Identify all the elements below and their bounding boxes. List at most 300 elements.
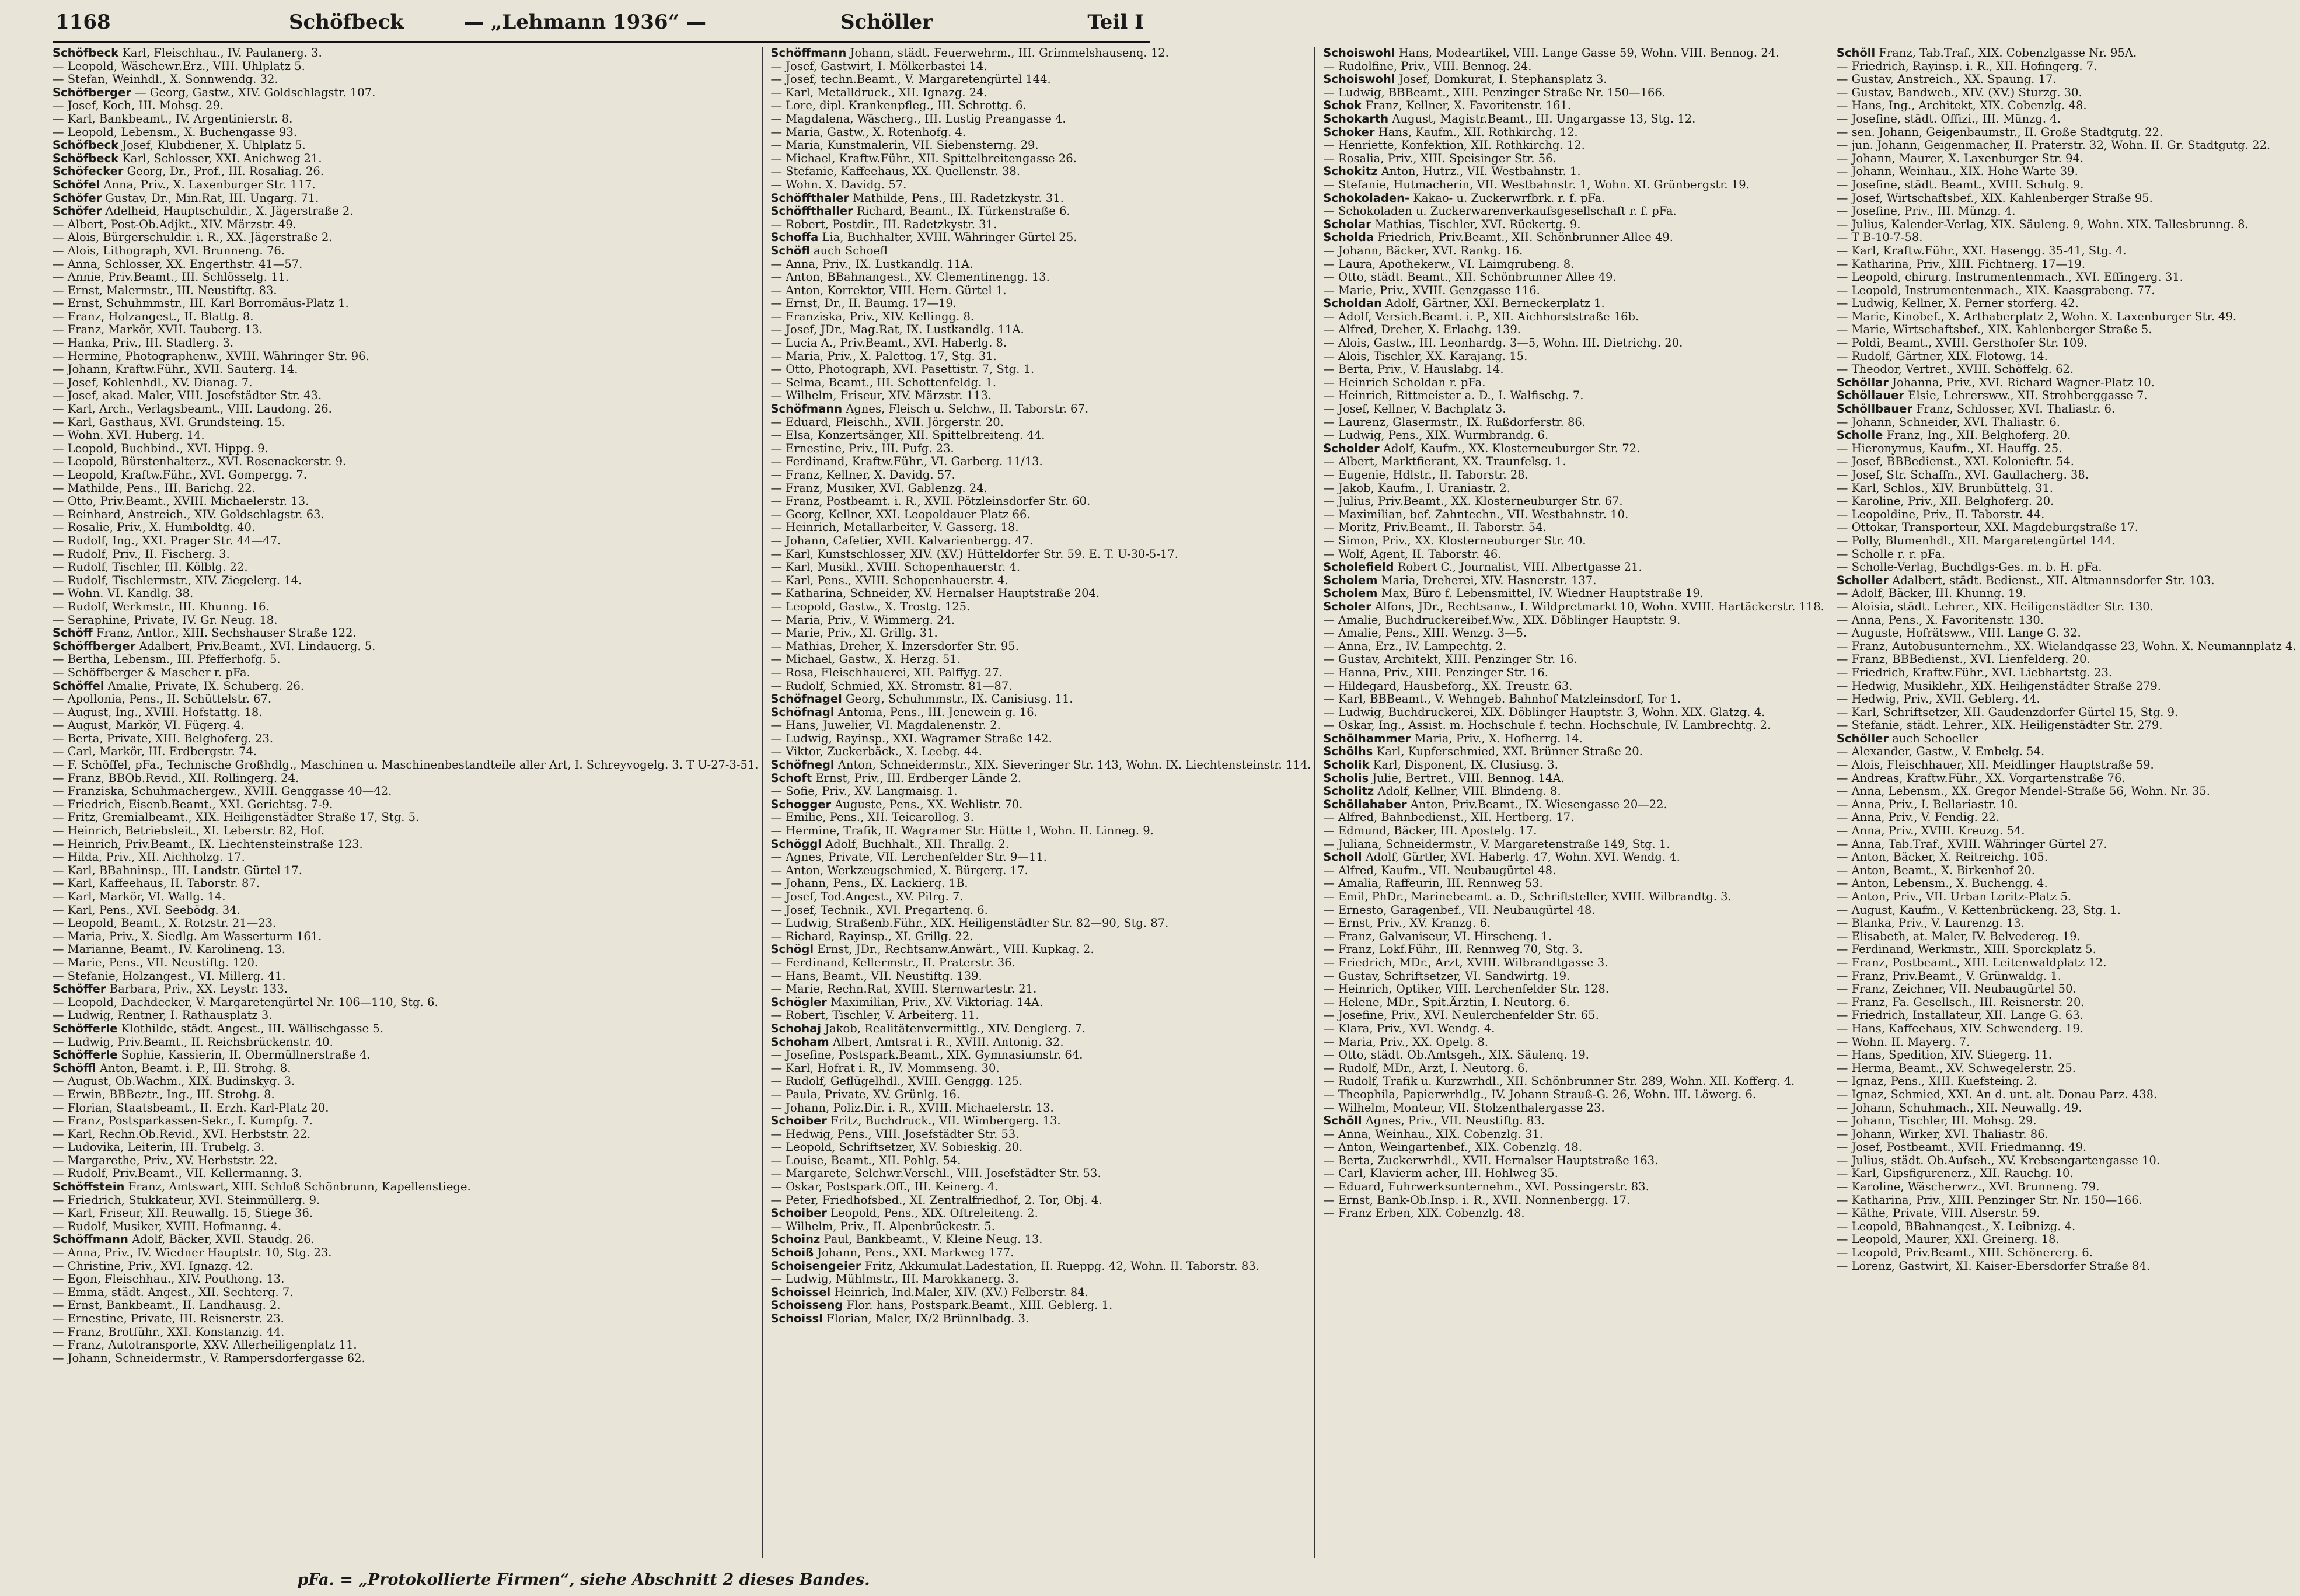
- directory-entry: [771, 864, 1311, 878]
- entry-text: — Josef, BBBedienst., XXI. Kolonieftr. 54.: [1836, 455, 2075, 469]
- entry-text: Auguste, Pens., XX. Wehlistr. 70.: [835, 797, 1023, 811]
- entry-text: — Franz, Zeichner, VII. Neubaugürtel 50.: [1836, 982, 2076, 996]
- entry-text: — Franz Erben, XIX. Cobenzlg. 48.: [1323, 1206, 1525, 1220]
- directory-entry: [1837, 1102, 2296, 1115]
- directory-entry: [1323, 192, 1824, 205]
- entry-text: Georg, Dr., Prof., III. Rosaliag. 26.: [127, 165, 324, 179]
- entry-text: — Karl, Gasthaus, XVI. Grundsteing. 15.: [53, 415, 285, 429]
- entry-surname: Schöfbeck: [53, 138, 119, 152]
- directory-entry: [1323, 745, 1824, 759]
- entry-text: — Heinrich, Optiker, VIII. Lerchenfelder Str. 128.: [1323, 982, 1610, 996]
- directory-entry: [1323, 310, 1824, 324]
- entry-text: — Ludwig, Mühlmstr., III. Marokkanerg. 3.: [770, 1272, 1019, 1286]
- entry-text: — Hans, Kaffeehaus, XIV. Schwenderg. 19.: [1836, 1021, 2083, 1035]
- directory-entry: [771, 1246, 1311, 1260]
- directory-entry: [1837, 1194, 2296, 1207]
- directory-entry: [1323, 297, 1824, 310]
- directory-entry: [53, 825, 759, 838]
- entry-text: — Josef, Kohlenhdl., XV. Dianag. 7.: [53, 375, 253, 389]
- directory-entry: [771, 1299, 1311, 1312]
- directory-entry: [53, 47, 759, 60]
- entry-text: — Josefine, Postspark.Beamt., XIX. Gymnasiumstr. 64.: [770, 1048, 1083, 1062]
- directory-entry: [1323, 363, 1824, 376]
- directory-entry: [53, 561, 759, 574]
- entry-text: — Josefine, Priv., XVI. Neulerchenfelder Str. 65.: [1323, 1008, 1599, 1022]
- directory-entry: [1323, 1128, 1824, 1141]
- entry-text: — Mathias, Dreher, X. Inzersdorfer Str. 95.: [770, 639, 1019, 653]
- entry-text: — Otto, städt. Beamt., XII. Schönbrunner Allee 49.: [1323, 270, 1617, 284]
- entry-text: — Stefanie, städt. Lehrer., XIX. Heiligenstädter Str. 279.: [1836, 718, 2163, 732]
- entry-text: — Eduard, Fuhrwerksunternehm., XVI. Possingerstr. 83.: [1323, 1180, 1649, 1194]
- directory-entry: [1837, 99, 2296, 113]
- directory-entry: [1323, 245, 1824, 258]
- entry-text: — Amalie, Pens., XIII. Wenzg. 3—5.: [1323, 626, 1527, 640]
- directory-entry: [771, 73, 1311, 86]
- directory-entry: [1837, 60, 2296, 74]
- directory-entry: [1837, 732, 2296, 746]
- directory-entry: [53, 73, 759, 86]
- directory-entry: [1837, 165, 2296, 179]
- entry-text: — Rosalia, Priv., XIII. Speisinger Str. 56.: [1323, 151, 1556, 165]
- directory-entry: [53, 1022, 759, 1036]
- directory-entry: [1323, 772, 1824, 785]
- entry-text: — Karl, Hofrat i. R., IV. Mommseng. 30.: [770, 1061, 1000, 1075]
- entry-surname: Scholl: [1323, 850, 1362, 864]
- entry-text: — Gustav, Architekt, XIII. Penzinger Str. 16.: [1323, 652, 1577, 666]
- entry-surname: Schöfer: [53, 204, 102, 218]
- directory-entry: [1837, 706, 2296, 720]
- entry-text: — Karl, Rechn.Ob.Revid., XVI. Herbststr. 22.: [53, 1127, 311, 1141]
- column-4: [1837, 47, 2300, 1558]
- entry-text: — Alois, Lithograph, XVI. Brunneng. 76.: [53, 243, 285, 257]
- directory-entry: [53, 1312, 759, 1326]
- directory-entry: [1323, 587, 1824, 600]
- entry-text: — Ernst, Priv., XV. Kranzg. 6.: [1323, 916, 1491, 930]
- entry-text: — Karoline, Wäscherwrz., XVI. Brunneng. 79.: [1836, 1180, 2100, 1194]
- directory-entry: [1323, 1062, 1824, 1075]
- entry-text: — Heinrich, Metallarbeiter, V. Gasserg. 18.: [770, 521, 1019, 535]
- entry-text: — Ferdinand, Werkmstr., XIII. Sporckplatz 5.: [1836, 942, 2096, 956]
- directory-entry: [53, 535, 759, 548]
- entry-text: Florian, Maler, IX/2 Brünnlbadg. 3.: [826, 1312, 1029, 1325]
- directory-entry: [771, 745, 1311, 759]
- directory-entry: [1837, 719, 2296, 732]
- entry-text: — Anna, Erz., IV. Lampechtg. 2.: [1323, 639, 1507, 653]
- entry-surname: Schöffmann: [770, 46, 847, 60]
- entry-text: — Carl, Klavierm acher, III. Hohlweg 35.: [1323, 1167, 1558, 1181]
- entry-text: — Johann, Tischler, III. Mohsg. 29.: [1836, 1114, 2037, 1128]
- directory-entry: [53, 706, 759, 720]
- directory-entry: [771, 1260, 1311, 1273]
- directory-entry: [771, 627, 1311, 640]
- directory-entry: [771, 574, 1311, 588]
- entry-text: Agnes, Fleisch u. Selchw., II. Taborstr. 67.: [846, 402, 1089, 416]
- directory-entry: [53, 1326, 759, 1339]
- entry-text: — Viktor, Zuckerbäck., X. Leebg. 44.: [770, 745, 982, 759]
- entry-text: — Oskar, Postspark.Off., III. Keinerg. 4.: [770, 1180, 999, 1194]
- entry-text: — Ernst, Bankbeamt., II. Landhausg. 2.: [53, 1298, 281, 1312]
- entry-text: — Georg, Gastw., XIV. Goldschlagstr. 107.: [135, 85, 376, 99]
- entry-text: — Robert, Tischler, V. Arbeiterg. 11.: [770, 1008, 979, 1022]
- entry-text: — Hans, Spedition, XIV. Stiegerg. 11.: [1836, 1048, 2052, 1062]
- directory-entry: [771, 851, 1311, 864]
- directory-entry: [1837, 864, 2296, 878]
- entry-text: — Adolf, Versich.Beamt. i. P., XII. Aichhorststraße 16b.: [1323, 309, 1639, 323]
- directory-entry: [1837, 772, 2296, 785]
- entry-text: — Johann, Bäcker, XVI. Rankg. 16.: [1323, 243, 1523, 257]
- entry-text: Adolf, Gärtner, XXI. Berneckerplatz 1.: [1385, 296, 1605, 310]
- directory-entry: [1323, 1009, 1824, 1022]
- entry-text: — Moritz, Priv.Beamt., II. Taborstr. 54.: [1323, 521, 1547, 535]
- entry-surname: Schöfmann: [770, 402, 843, 416]
- directory-entry: [1323, 469, 1824, 482]
- entry-text: Paul, Bankbeamt., V. Kleine Neug. 13.: [823, 1232, 1043, 1246]
- directory-entry: [771, 680, 1311, 693]
- entry-text: — Heinrich, Betriebsleit., XI. Leberstr. 82, Hof.: [53, 824, 325, 838]
- directory-entry: [1323, 86, 1824, 100]
- directory-entry: [771, 535, 1311, 548]
- directory-entry: [771, 60, 1311, 74]
- entry-surname: Scholitz: [1323, 784, 1374, 798]
- entry-text: Sophie, Kassierin, II. Obermüllnerstraße 4.: [121, 1048, 371, 1062]
- entry-text: — Mathilde, Pens., III. Barichg. 22.: [53, 481, 256, 495]
- directory-entry: [53, 600, 759, 614]
- entry-text: Alfons, JDr., Rechtsanw., I. Wildpretmarkt 10, Wohn. XVIII. Hartäckerstr. 118.: [1374, 599, 1824, 613]
- directory-entry: [53, 548, 759, 561]
- entry-text: — Karl, Schriftsetzer, XII. Gaudenzdorfer Gürtel 15, Stg. 9.: [1836, 705, 2179, 719]
- entry-text: August, Magistr.Beamt., III. Ungargasse 13, Stg. 12.: [1392, 111, 1696, 125]
- directory-entry: [771, 930, 1311, 944]
- entry-text: Josef, Domkurat, I. Stephansplatz 3.: [1398, 72, 1607, 86]
- directory-entry: [1837, 179, 2296, 192]
- entry-text: — Friedrich, MDr., Arzt, XVIII. Wilbrandtgasse 3.: [1323, 955, 1608, 969]
- directory-entry: [53, 996, 759, 1010]
- entry-text: — August, Ob.Wachm., XIX. Budinskyg. 3.: [53, 1074, 295, 1088]
- directory-entry: [1323, 825, 1824, 838]
- directory-entry: [53, 851, 759, 864]
- entry-text: — Franz, Postsparkassen-Sekr., I. Kumpfg. 7.: [53, 1114, 313, 1128]
- entry-text: — Katharina, Priv., XIII. Penzinger Str. Nr. 150—166.: [1836, 1193, 2142, 1207]
- directory-entry: [1323, 719, 1824, 732]
- directory-entry: [771, 1273, 1311, 1286]
- entry-text: — Gustav, Anstreich., XX. Spaung. 17.: [1836, 72, 2057, 86]
- directory-entry: [53, 1049, 759, 1062]
- entry-surname: Scholem: [1323, 586, 1378, 600]
- entry-text: — Josef, techn.Beamt., V. Margaretengürtel 144.: [770, 72, 1051, 86]
- directory-entry: [771, 482, 1311, 495]
- directory-entry: [1837, 600, 2296, 614]
- directory-entry: [1323, 231, 1824, 245]
- directory-entry: [53, 495, 759, 508]
- entry-text: — Josef, Gastwirt, I. Mölkerbastei 14.: [770, 59, 987, 73]
- directory-entry: [53, 890, 759, 904]
- directory-entry: [771, 297, 1311, 310]
- directory-entry: [53, 455, 759, 469]
- entry-text: Friedrich, Priv.Beamt., XII. Schönbrunner Allee 49.: [1377, 231, 1674, 245]
- directory-entry: [1837, 113, 2296, 126]
- entry-text: — Alexander, Gastw., V. Embelg. 54.: [1836, 745, 2045, 759]
- entry-text: — Anna, Priv., I. Bellariastr. 10.: [1836, 797, 2018, 811]
- entry-text: — Julius, städt. Ob.Aufseh., XV. Krebsengartengasse 10.: [1836, 1153, 2161, 1167]
- directory-entry: [771, 442, 1311, 456]
- entry-surname: Schok: [1323, 99, 1362, 113]
- entry-text: Antonia, Pens., III. Jenewein g. 16.: [837, 705, 1038, 719]
- directory-entry: [1837, 627, 2296, 640]
- entry-surname: Schöffmann: [53, 1232, 128, 1246]
- directory-entry: [1323, 930, 1824, 944]
- directory-entry: [771, 495, 1311, 508]
- directory-entry: [53, 574, 759, 588]
- directory-entry: [1323, 482, 1824, 495]
- entry-surname: Schöfl: [770, 243, 810, 257]
- directory-entry: [53, 1102, 759, 1115]
- entry-text: — Ernestine, Priv., III. Pufg. 23.: [770, 441, 954, 455]
- directory-entry: [1837, 890, 2296, 904]
- entry-surname: Schoissel: [770, 1285, 831, 1299]
- entry-text: auch Schoefl: [814, 243, 888, 257]
- directory-entry: [1323, 323, 1824, 337]
- entry-text: — Johann, Schneider, XVI. Thaliastr. 6.: [1836, 415, 2060, 429]
- entry-text: — Rudolf, Tischlermstr., XIV. Ziegelerg. 14.: [53, 573, 302, 587]
- directory-entry: [1837, 877, 2296, 890]
- entry-text: Hans, Kaufm., XII. Rothkirchg. 12.: [1378, 125, 1578, 139]
- directory-entry: [53, 1233, 759, 1246]
- directory-entry: [771, 838, 1311, 851]
- entry-text: Johann, städt. Feuerwehrm., III. Grimmelshausenq. 12.: [850, 46, 1169, 60]
- directory-entry: [1837, 666, 2296, 680]
- directory-entry: [771, 1207, 1311, 1220]
- directory-entry: [53, 205, 759, 218]
- directory-entry: [53, 126, 759, 139]
- directory-entry: [1837, 693, 2296, 706]
- directory-entry: [53, 1207, 759, 1220]
- entry-text: — Anton, Priv., VII. Urban Loritz-Platz 5.: [1836, 890, 2072, 903]
- entry-text: — Anna, Weinhau., XIX. Cobenzlg. 31.: [1323, 1127, 1543, 1141]
- directory-entry: [53, 113, 759, 126]
- entry-surname: Schokoladen-: [1323, 191, 1410, 205]
- directory-entry: [1323, 614, 1824, 627]
- entry-text: — Wilhelm, Priv., II. Alpenbrückestr. 5.: [770, 1219, 995, 1233]
- entry-text: — Ernesto, Garagenbef., VII. Neubaugürtel 48.: [1323, 903, 1596, 917]
- directory-entry: [771, 271, 1311, 284]
- entry-text: Richard, Beamt., IX. Türkenstraße 6.: [856, 204, 1070, 218]
- entry-text: — Robert, Postdir., III. Radetzkystr. 31.: [770, 217, 997, 231]
- entry-surname: Schöllar: [1836, 375, 1889, 389]
- directory-entry: [1323, 403, 1824, 416]
- entry-text: — Friedrich, Kraftw.Führ., XVI. Liebhartstg. 23.: [1836, 665, 2113, 679]
- directory-entry: [1323, 1115, 1824, 1128]
- entry-text: — Friedrich, Rayinsp. i. R., XII. Hofingerg. 7.: [1836, 59, 2097, 73]
- entry-text: — Eugenie, Hdlstr., II. Taborstr. 28.: [1323, 468, 1528, 481]
- directory-entry: [771, 1115, 1311, 1128]
- entry-text: — Marie, Priv., XVIII. Genzgasse 116.: [1323, 283, 1540, 297]
- entry-text: Karl, Kupferschmied, XXI. Brünner Straße 20.: [1376, 745, 1643, 759]
- entry-text: — Marie, Rechn.Rat, XVIII. Sternwartestr. 21.: [770, 982, 1037, 996]
- entry-text: — Polly, Blumenhdl., XII. Margaretengürtel 144.: [1836, 533, 2116, 547]
- directory-entry: [1323, 1167, 1824, 1181]
- directory-entry: [771, 587, 1311, 600]
- entry-text: — Leopold, Schriftsetzer, XV. Sobieskig. 20.: [770, 1140, 1023, 1154]
- entry-text: — Johann, Schuhmach., XII. Neuwallg. 49.: [1836, 1101, 2082, 1115]
- entry-text: — Josef, Technik., XVI. Pregartenq. 6.: [770, 903, 988, 917]
- directory-entry: [53, 363, 759, 376]
- entry-text: — Maria, Priv., V. Wimmerg. 24.: [770, 613, 955, 627]
- directory-entry: [1323, 1036, 1824, 1049]
- entry-text: — Alfred, Kaufm., VII. Neubaugürtel 48.: [1323, 863, 1556, 877]
- directory-entry: [1837, 983, 2296, 996]
- entry-text: — Karl, Schlos., XIV. Brunbüttelg. 31.: [1836, 481, 2053, 495]
- directory-entry: [53, 482, 759, 495]
- entry-text: Adolf, Buchhalt., XII. Thrallg. 2.: [825, 837, 1010, 851]
- entry-surname: Schogger: [770, 797, 832, 811]
- entry-text: — Andreas, Kraftw.Führ., XX. Vorgartenstraße 76.: [1836, 771, 2126, 785]
- entry-text: — Josef, Wirtschaftsbef., XIX. Kahlenberger Straße 95.: [1836, 191, 2153, 205]
- entry-text: — Klara, Priv., XVI. Wendg. 4.: [1323, 1021, 1495, 1035]
- entry-text: — Heinrich, Rittmeister a. D., I. Walfischg. 7.: [1323, 389, 1584, 403]
- entry-surname: Scholler: [1836, 573, 1889, 587]
- entry-text: Georg, Schuhmmstr., IX. Canisiusg. 11.: [845, 692, 1073, 706]
- entry-text: — Anna, Lebensm., XX. Gregor Mendel-Straße 56, Wohn. Nr. 35.: [1836, 784, 2210, 798]
- entry-text: — Henriette, Konfektion, XII. Rothkirchg. 12.: [1323, 138, 1585, 152]
- entry-text: — Leopold, Maurer, XXI. Greinerg. 18.: [1836, 1232, 2060, 1246]
- directory-entry: [1323, 139, 1824, 152]
- entry-surname: Schoiswohl: [1323, 46, 1395, 60]
- entry-text: — Leopold, Lebensm., X. Buchengasse 93.: [53, 125, 298, 139]
- directory-entry: [1323, 152, 1824, 166]
- entry-text: — Johann, Wirker, XVI. Thaliastr. 86.: [1836, 1127, 2048, 1141]
- directory-entry: [1323, 693, 1824, 706]
- entry-surname: Schöffberger: [53, 639, 136, 653]
- entry-text: — Rudolf, Tischler, III. Kölblg. 22.: [53, 560, 248, 574]
- entry-surname: Schöfel: [53, 177, 100, 191]
- entry-text: — Karl, Bankbeamt., IV. Argentinierstr. 8.: [53, 111, 293, 125]
- directory-entry: [1837, 943, 2296, 956]
- entry-surname: Scholem: [1323, 573, 1378, 587]
- directory-entry: [1323, 73, 1824, 86]
- directory-entry: [53, 798, 759, 812]
- entry-text: Maria, Dreherei, XIV. Hasnerstr. 137.: [1381, 573, 1597, 587]
- entry-text: — Hedwig, Priv., XVII. Geblerg. 44.: [1836, 692, 2040, 706]
- directory-entry: [53, 587, 759, 600]
- entry-text: — F. Schöffel, pFa., Technische Großhdlg., Maschinen u. Maschinenbestandteile aller Art, I. Schreyvogelg. 3. T U-27-3-51.: [53, 758, 759, 772]
- entry-text: — Anna, Priv., IX. Lustkandlg. 11A.: [770, 257, 973, 271]
- entry-text: — Karl, Musikl., XVIII. Schopenhauerstr. 4.: [770, 560, 1021, 574]
- entry-text: — Franz, BBOb.Revid., XII. Rollingerg. 24.: [53, 771, 299, 785]
- entry-text: — Jakob, Kaufm., I. Uraniastr. 2.: [1323, 481, 1510, 495]
- entry-text: — Katharina, Schneider, XV. Hernalser Hauptstraße 204.: [770, 586, 1100, 600]
- entry-text: — Auguste, Hofrätsww., VIII. Lange G. 32.: [1836, 626, 2081, 640]
- directory-entry: [53, 376, 759, 390]
- directory-entry: [1837, 1154, 2296, 1168]
- directory-entry: [53, 1339, 759, 1352]
- entry-text: — Karl, Kaffeehaus, II. Taborstr. 87.: [53, 876, 260, 890]
- directory-entry: [1837, 970, 2296, 983]
- directory-entry: [1837, 956, 2296, 970]
- footer-note: pFa. = „Protokollierte Firmen“, siehe Abschnitt 2 dieses Bandes.: [297, 1571, 870, 1589]
- directory-entry: [1837, 245, 2296, 258]
- directory-entry: [771, 1088, 1311, 1102]
- directory-entry: [1323, 1154, 1824, 1168]
- entry-text: — Agnes, Private, VII. Lerchenfelder Str. 9—11.: [770, 850, 1047, 864]
- entry-text: — Hieronymus, Kaufm., XI. Hauffg. 25.: [1836, 441, 2062, 455]
- entry-text: — Anton, Weingartenbef., XIX. Cobenzlg. 48.: [1323, 1140, 1583, 1154]
- entry-text: — Leopold, Dachdecker, V. Margaretengürtel Nr. 106—110, Stg. 6.: [53, 995, 438, 1009]
- directory-entry: [771, 1062, 1311, 1075]
- directory-columns: [53, 46, 2296, 1558]
- entry-surname: Schöfberger: [53, 85, 131, 99]
- entry-text: Maximilian, Priv., XV. Viktoriag. 14A.: [830, 995, 1043, 1009]
- directory-entry: [771, 666, 1311, 680]
- directory-entry: [1837, 126, 2296, 139]
- entry-text: — Ludwig, Priv.Beamt., II. Reichsbrückenstr. 40.: [53, 1035, 333, 1049]
- entry-surname: Scholis: [1323, 771, 1369, 785]
- entry-text: — Hedwig, Pens., VIII. Josefstädter Str. 53.: [770, 1127, 1020, 1141]
- entry-text: — Franz, Markör, XVII. Tauberg. 13.: [53, 323, 263, 337]
- entry-text: — Josef, Postbeamt., XVII. Friedmanng. 49.: [1836, 1140, 2087, 1154]
- entry-text: Elsie, Lehrersww., XII. Strohberggasse 7.: [1908, 389, 2148, 403]
- directory-entry: [1837, 1260, 2296, 1273]
- entry-surname: Schöfer: [53, 191, 102, 205]
- directory-entry: [1837, 205, 2296, 218]
- entry-text: — Friedrich, Stukkateur, XVI. Steinmüllerg. 9.: [53, 1193, 320, 1207]
- entry-text: — Marie, Pens., VII. Neustiftg. 120.: [53, 955, 259, 969]
- directory-entry: [1323, 1088, 1824, 1102]
- entry-text: — Blanka, Priv., V. Laurenzg. 13.: [1836, 916, 2025, 930]
- entry-text: Johann, Pens., XXI. Markweg 177.: [817, 1246, 1014, 1260]
- entry-text: — Leopold, Gastw., X. Trostg. 125.: [770, 599, 971, 613]
- entry-text: — Alfred, Bahnbedienst., XII. Hertberg. 17.: [1323, 811, 1575, 825]
- directory-entry: [53, 165, 759, 179]
- directory-entry: [771, 732, 1311, 746]
- entry-text: — Theodor, Vertret., XVIII. Schöffelg. 62.: [1836, 362, 2074, 376]
- entry-text: — Marianne, Beamt., IV. Karolineng. 13.: [53, 942, 285, 956]
- entry-text: — Aloisia, städt. Lehrer., XIX. Heiligenstädter Str. 130.: [1836, 599, 2154, 613]
- entry-text: — Johann, Pens., IX. Lackierg. 1B.: [770, 876, 968, 890]
- directory-entry: [53, 1128, 759, 1141]
- directory-entry: [1323, 548, 1824, 561]
- entry-text: — Karoline, Priv., XII. Belghoferg. 20.: [1836, 494, 2054, 508]
- entry-surname: Schölhammer: [1323, 731, 1411, 745]
- directory-entry: [1837, 548, 2296, 561]
- directory-entry: [53, 1181, 759, 1194]
- entry-surname: Schöllahaber: [1323, 797, 1407, 811]
- directory-entry: [1837, 838, 2296, 851]
- entry-surname: Schöll: [1323, 1114, 1362, 1128]
- directory-entry: [1837, 1075, 2296, 1088]
- entry-text: Leopold, Pens., XIX. Oftreleiteng. 2.: [830, 1206, 1038, 1220]
- entry-surname: Schöfbeck: [53, 46, 119, 60]
- entry-text: — Maria, Kunstmalerin, VII. Siebensterng. 29.: [770, 138, 1039, 152]
- directory-entry: [1837, 561, 2296, 574]
- directory-entry: [53, 785, 759, 798]
- entry-text: — Hans, Beamt., VII. Neustiftg. 139.: [770, 969, 982, 983]
- entry-text: — Hans, Juwelier, VI. Magdalenenstr. 2.: [770, 718, 1001, 732]
- directory-entry: [1323, 47, 1824, 60]
- entry-surname: Schöffthaler: [770, 191, 850, 205]
- directory-entry: [1837, 1233, 2296, 1246]
- entry-text: — Juliana, Schneidermstr., V. Margaretenstraße 149, Stg. 1.: [1323, 837, 1670, 851]
- entry-text: — Ottokar, Transporteur, XXI. Magdeburgstraße 17.: [1836, 521, 2138, 535]
- entry-text: — Anton, Lebensm., X. Buchengg. 4.: [1836, 876, 2048, 890]
- directory-entry: [771, 245, 1311, 258]
- directory-entry: [1837, 363, 2296, 376]
- entry-text: — Alois, Bürgerschuldir. i. R., XX. Jägerstraße 2.: [53, 231, 333, 245]
- entry-text: — Rosa, Fleischhauerei, XII. Palffyg. 27.: [770, 665, 1003, 679]
- entry-text: — Alfred, Dreher, X. Erlachg. 139.: [1323, 323, 1521, 337]
- directory-entry: [771, 1075, 1311, 1088]
- entry-text: — Anna, Tab.Traf., XVIII. Währinger Gürtel 27.: [1836, 837, 2107, 851]
- entry-text: Agnes, Priv., VII. Neustiftg. 83.: [1365, 1114, 1545, 1128]
